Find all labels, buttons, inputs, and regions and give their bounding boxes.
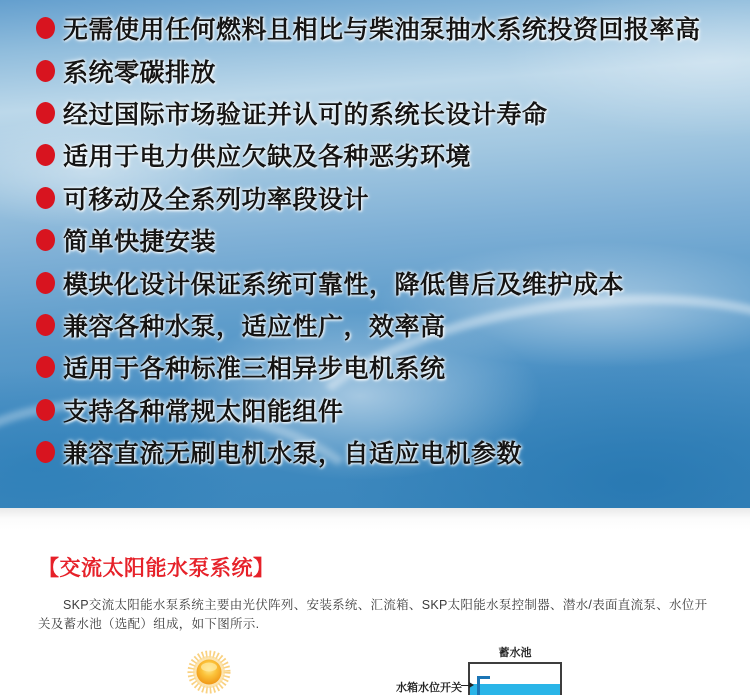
red-bullet-icon bbox=[36, 314, 55, 336]
red-bullet-icon bbox=[36, 399, 55, 421]
red-bullet-icon bbox=[36, 17, 55, 39]
switch-label: 水箱水位开关 bbox=[396, 682, 462, 694]
water-tank bbox=[468, 662, 562, 695]
feature-text: 支持各种常规太阳能组件 bbox=[63, 397, 344, 426]
feature-text: 经过国际市场验证并认可的系统长设计寿命 bbox=[63, 100, 548, 129]
feature-item bbox=[36, 49, 701, 91]
arrow-right-icon bbox=[461, 685, 469, 686]
red-bullet-icon bbox=[36, 356, 55, 378]
water-level-switch-icon bbox=[477, 676, 490, 695]
description-section bbox=[0, 508, 750, 695]
feature-item bbox=[36, 346, 701, 388]
tank-label: 蓄水池 bbox=[498, 647, 532, 659]
sun-icon bbox=[185, 648, 233, 695]
feature-text: 兼容直流无刷电机水泵，自适应电机参数 bbox=[63, 440, 523, 469]
red-bullet-icon bbox=[36, 272, 55, 294]
feature-text: 模块化设计保证系统可靠性，降低售后及维护成本 bbox=[63, 270, 625, 299]
feature-item bbox=[36, 7, 701, 49]
feature-text: 简单快捷安装 bbox=[63, 228, 217, 257]
system-diagram bbox=[0, 640, 750, 695]
feature-item bbox=[36, 389, 701, 431]
red-bullet-icon bbox=[36, 229, 55, 251]
feature-item bbox=[36, 134, 701, 176]
feature-item bbox=[36, 304, 701, 346]
feature-item bbox=[36, 431, 701, 473]
feature-text: 适用于电力供应欠缺及各种恶劣环境 bbox=[63, 143, 472, 172]
feature-list bbox=[0, 7, 701, 473]
feature-item bbox=[36, 261, 701, 303]
red-bullet-icon bbox=[36, 102, 55, 124]
red-bullet-icon bbox=[36, 441, 55, 463]
feature-text: 适用于各种标准三相异步电机系统 bbox=[63, 355, 446, 384]
feature-item bbox=[36, 92, 701, 134]
feature-item bbox=[36, 177, 701, 219]
red-bullet-icon bbox=[36, 144, 55, 166]
feature-text: 可移动及全系列功率段设计 bbox=[63, 185, 370, 214]
feature-text: 无需使用任何燃料且相比与柴油泵抽水系统投资回报率高 bbox=[63, 16, 701, 45]
section-heading: 【交流太阳能水泵系统】 bbox=[38, 557, 275, 580]
feature-text: 系统零碳排放 bbox=[63, 58, 217, 87]
section-paragraph: SKP交流太阳能水泵系统主要由光伏阵列、安装系统、汇流箱、SKP太阳能水泵控制器、潜水/表面直流泵、水位开关及蓄水池（选配）组成，如下图所示. bbox=[38, 598, 708, 631]
red-bullet-icon bbox=[36, 60, 55, 82]
feature-item bbox=[36, 219, 701, 261]
feature-text: 兼容各种水泵，适应性广，效率高 bbox=[63, 312, 446, 341]
red-bullet-icon bbox=[36, 187, 55, 209]
